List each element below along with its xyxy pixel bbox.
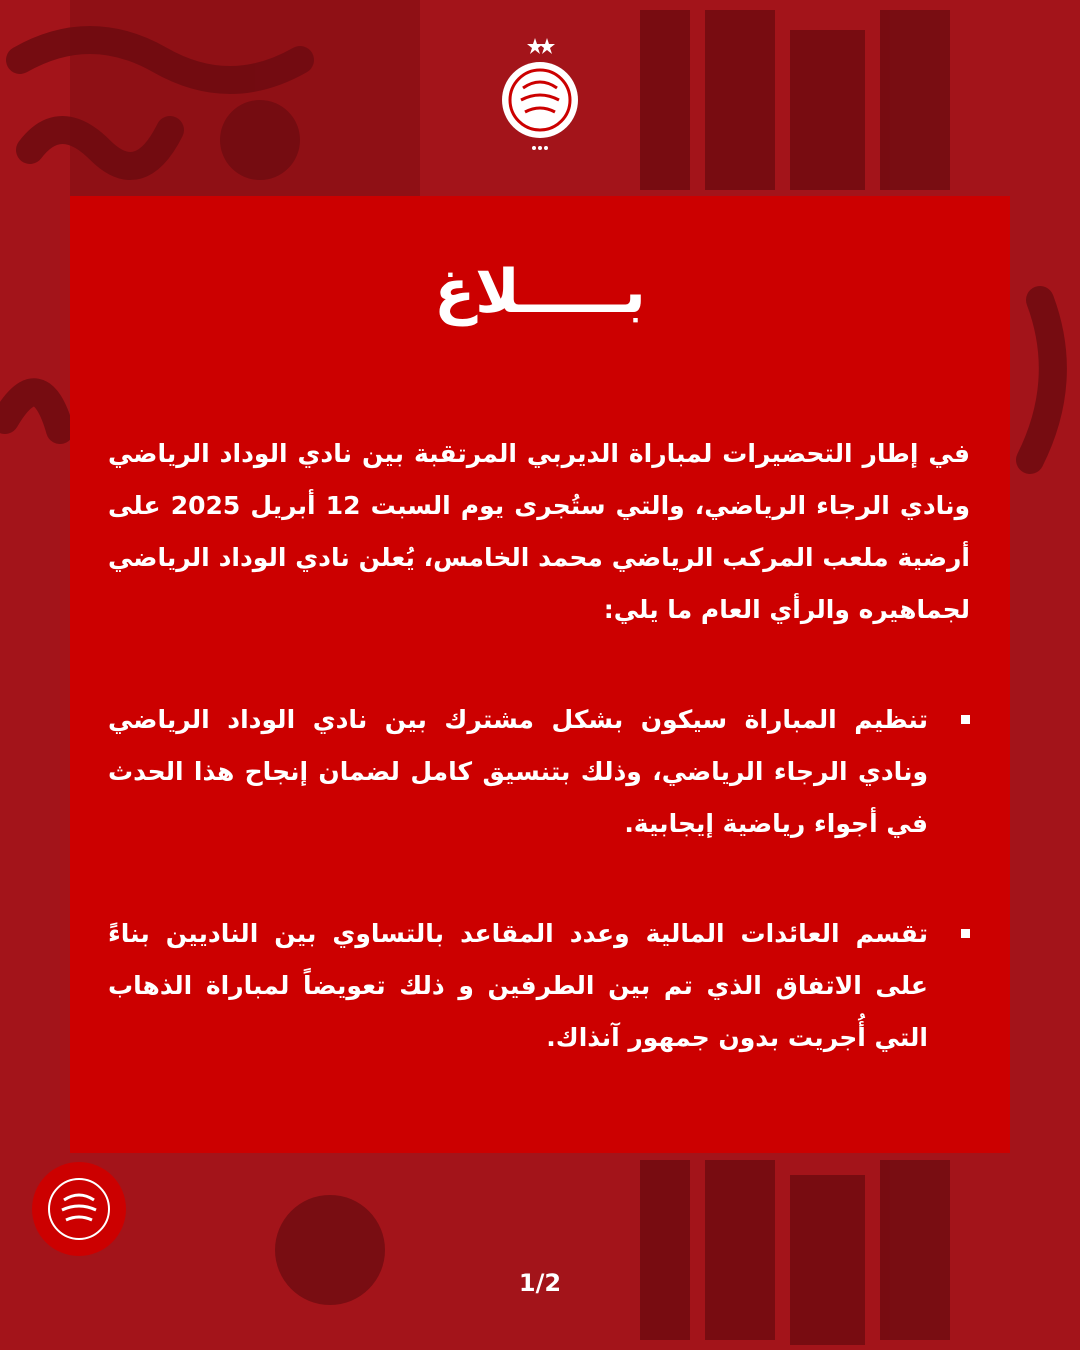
list-item — [108, 694, 970, 850]
bullet-text: تقسم العائدات المالية وعدد المقاعد بالتساوي بين الناديين بناءً على الاتفاق الذي تم بين الطرفين و ذلك تعويضاً لمباراة الذهاب التي أُجريت بدون جمهور آنذاك. — [108, 919, 928, 1052]
announcement-panel — [70, 196, 1010, 1153]
club-crest-logo — [495, 36, 585, 156]
digital-media-badge — [30, 1160, 128, 1258]
bullet-text: تنظيم المباراة سيكون بشكل مشترك بين نادي الوداد الرياضي ونادي الرجاء الرياضي، وذلك بتنسيق كامل لضمان إنجاح هذا الحدث في أجواء رياضية إيجابية. — [108, 705, 928, 838]
page-indicator: 1/2 — [518, 1269, 562, 1297]
announcement-body — [108, 428, 970, 1122]
announcement-title: بـــــلاغ — [434, 257, 646, 327]
list-item — [108, 908, 970, 1064]
square-bullet-icon — [961, 715, 970, 724]
intro-paragraph: في إطار التحضيرات لمباراة الديربي المرتقبة بين نادي الوداد الرياضي ونادي الرجاء الرياضي، والتي ستُجرى يوم السبت 12 أبريل 2025 على أرضية ملعب المركب الرياضي محمد الخامس، يُعلن نادي الوداد الرياضي لجماهيره والرأي العام ما يلي: — [108, 439, 970, 624]
star-icon — [527, 38, 543, 54]
star-icon — [539, 38, 555, 54]
square-bullet-icon — [961, 929, 970, 938]
